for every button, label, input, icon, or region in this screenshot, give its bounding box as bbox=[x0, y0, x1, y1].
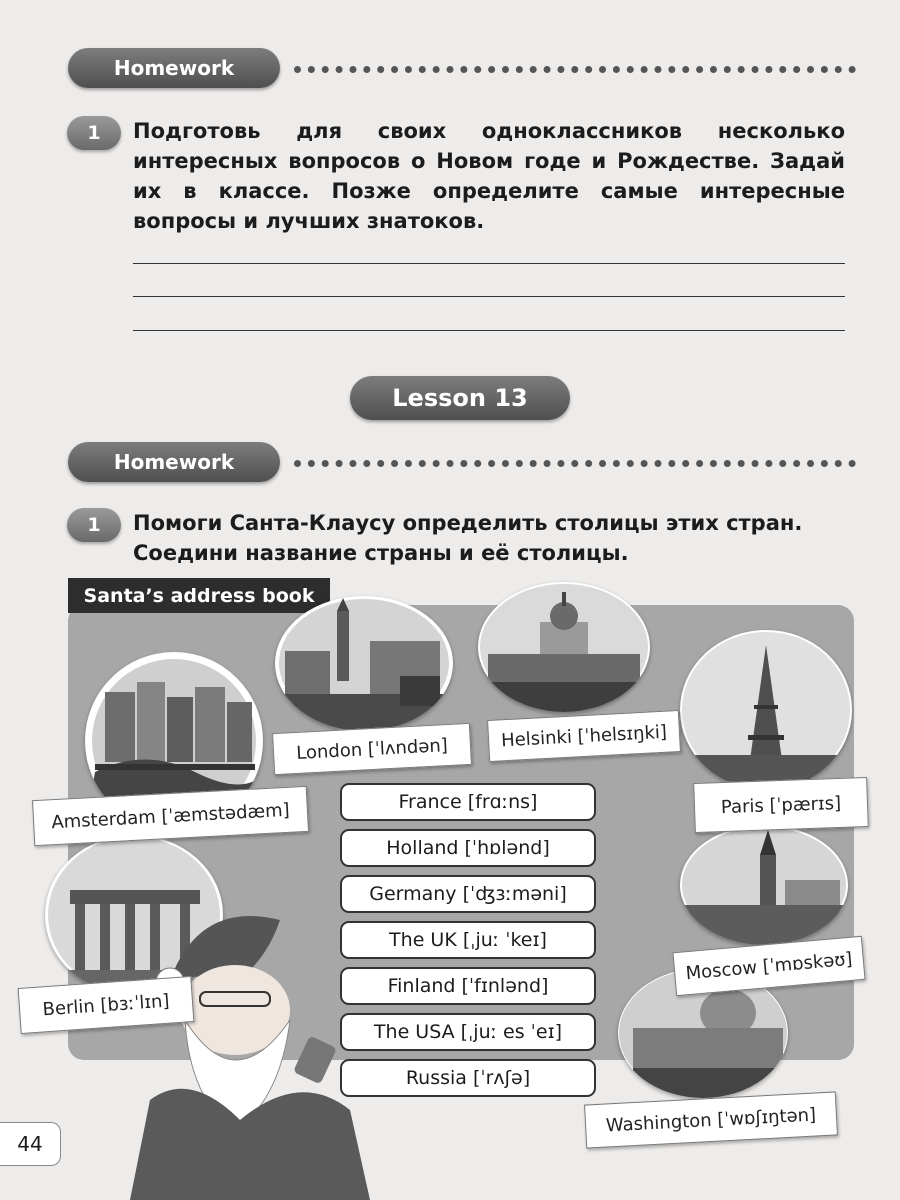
city-label-amsterdam[interactable]: Amsterdam [ˈæmstədæm] bbox=[32, 786, 309, 846]
london-photo bbox=[275, 596, 453, 731]
task-number-badge: 1 bbox=[67, 508, 121, 542]
dotted-divider bbox=[294, 66, 856, 73]
task-text: Подготовь для своих одноклассников несколько интересных вопросов о Новом годе и Рождестве. Задай их в классе. Позже определите самые интересные вопросы и лучших знатоков. bbox=[133, 119, 845, 233]
writing-line[interactable] bbox=[133, 296, 845, 297]
task-text: Помоги Санта-Клаусу определить столицы этих стран. Соедини название страны и её столицы. bbox=[133, 511, 803, 565]
country-box[interactable]: Russia [ˈrʌʃə] bbox=[340, 1059, 596, 1097]
helsinki-photo bbox=[478, 582, 650, 712]
writing-line[interactable] bbox=[133, 330, 845, 331]
homework-label: Homework bbox=[68, 442, 280, 482]
address-book-title: Santa’s address book bbox=[68, 578, 330, 613]
country-box[interactable]: Holland [ˈhɒlənd] bbox=[340, 829, 596, 867]
task-number-badge: 1 bbox=[67, 116, 121, 150]
lesson-title: Lesson 13 bbox=[350, 376, 570, 420]
country-box[interactable]: Finland [ˈfɪnlənd] bbox=[340, 967, 596, 1005]
city-label-washington[interactable]: Washington [ˈwɒʃɪŋtən] bbox=[584, 1091, 838, 1148]
city-label-berlin[interactable]: Berlin [bɜːˈlɪn] bbox=[18, 976, 195, 1034]
city-label-helsinki[interactable]: Helsinki [ˈhelsɪŋki] bbox=[487, 710, 681, 762]
country-box[interactable]: France [frɑːns] bbox=[340, 783, 596, 821]
country-box[interactable]: The USA [ˌjuː es ˈeɪ] bbox=[340, 1013, 596, 1051]
city-label-moscow[interactable]: Moscow [ˈmɒskəʊ] bbox=[672, 936, 865, 996]
dotted-divider bbox=[294, 460, 856, 467]
page-number: 44 bbox=[0, 1122, 61, 1166]
writing-line[interactable] bbox=[133, 263, 845, 264]
country-box[interactable]: Germany [ˈʤɜːməni] bbox=[340, 875, 596, 913]
moscow-photo bbox=[680, 825, 848, 945]
city-label-london[interactable]: London [ˈlʌndən] bbox=[272, 723, 472, 775]
country-box[interactable]: The UK [ˌjuː ˈkeɪ] bbox=[340, 921, 596, 959]
paris-photo bbox=[680, 630, 852, 790]
homework-label: Homework bbox=[68, 48, 280, 88]
city-label-paris[interactable]: Paris [ˈpærɪs] bbox=[693, 777, 869, 833]
